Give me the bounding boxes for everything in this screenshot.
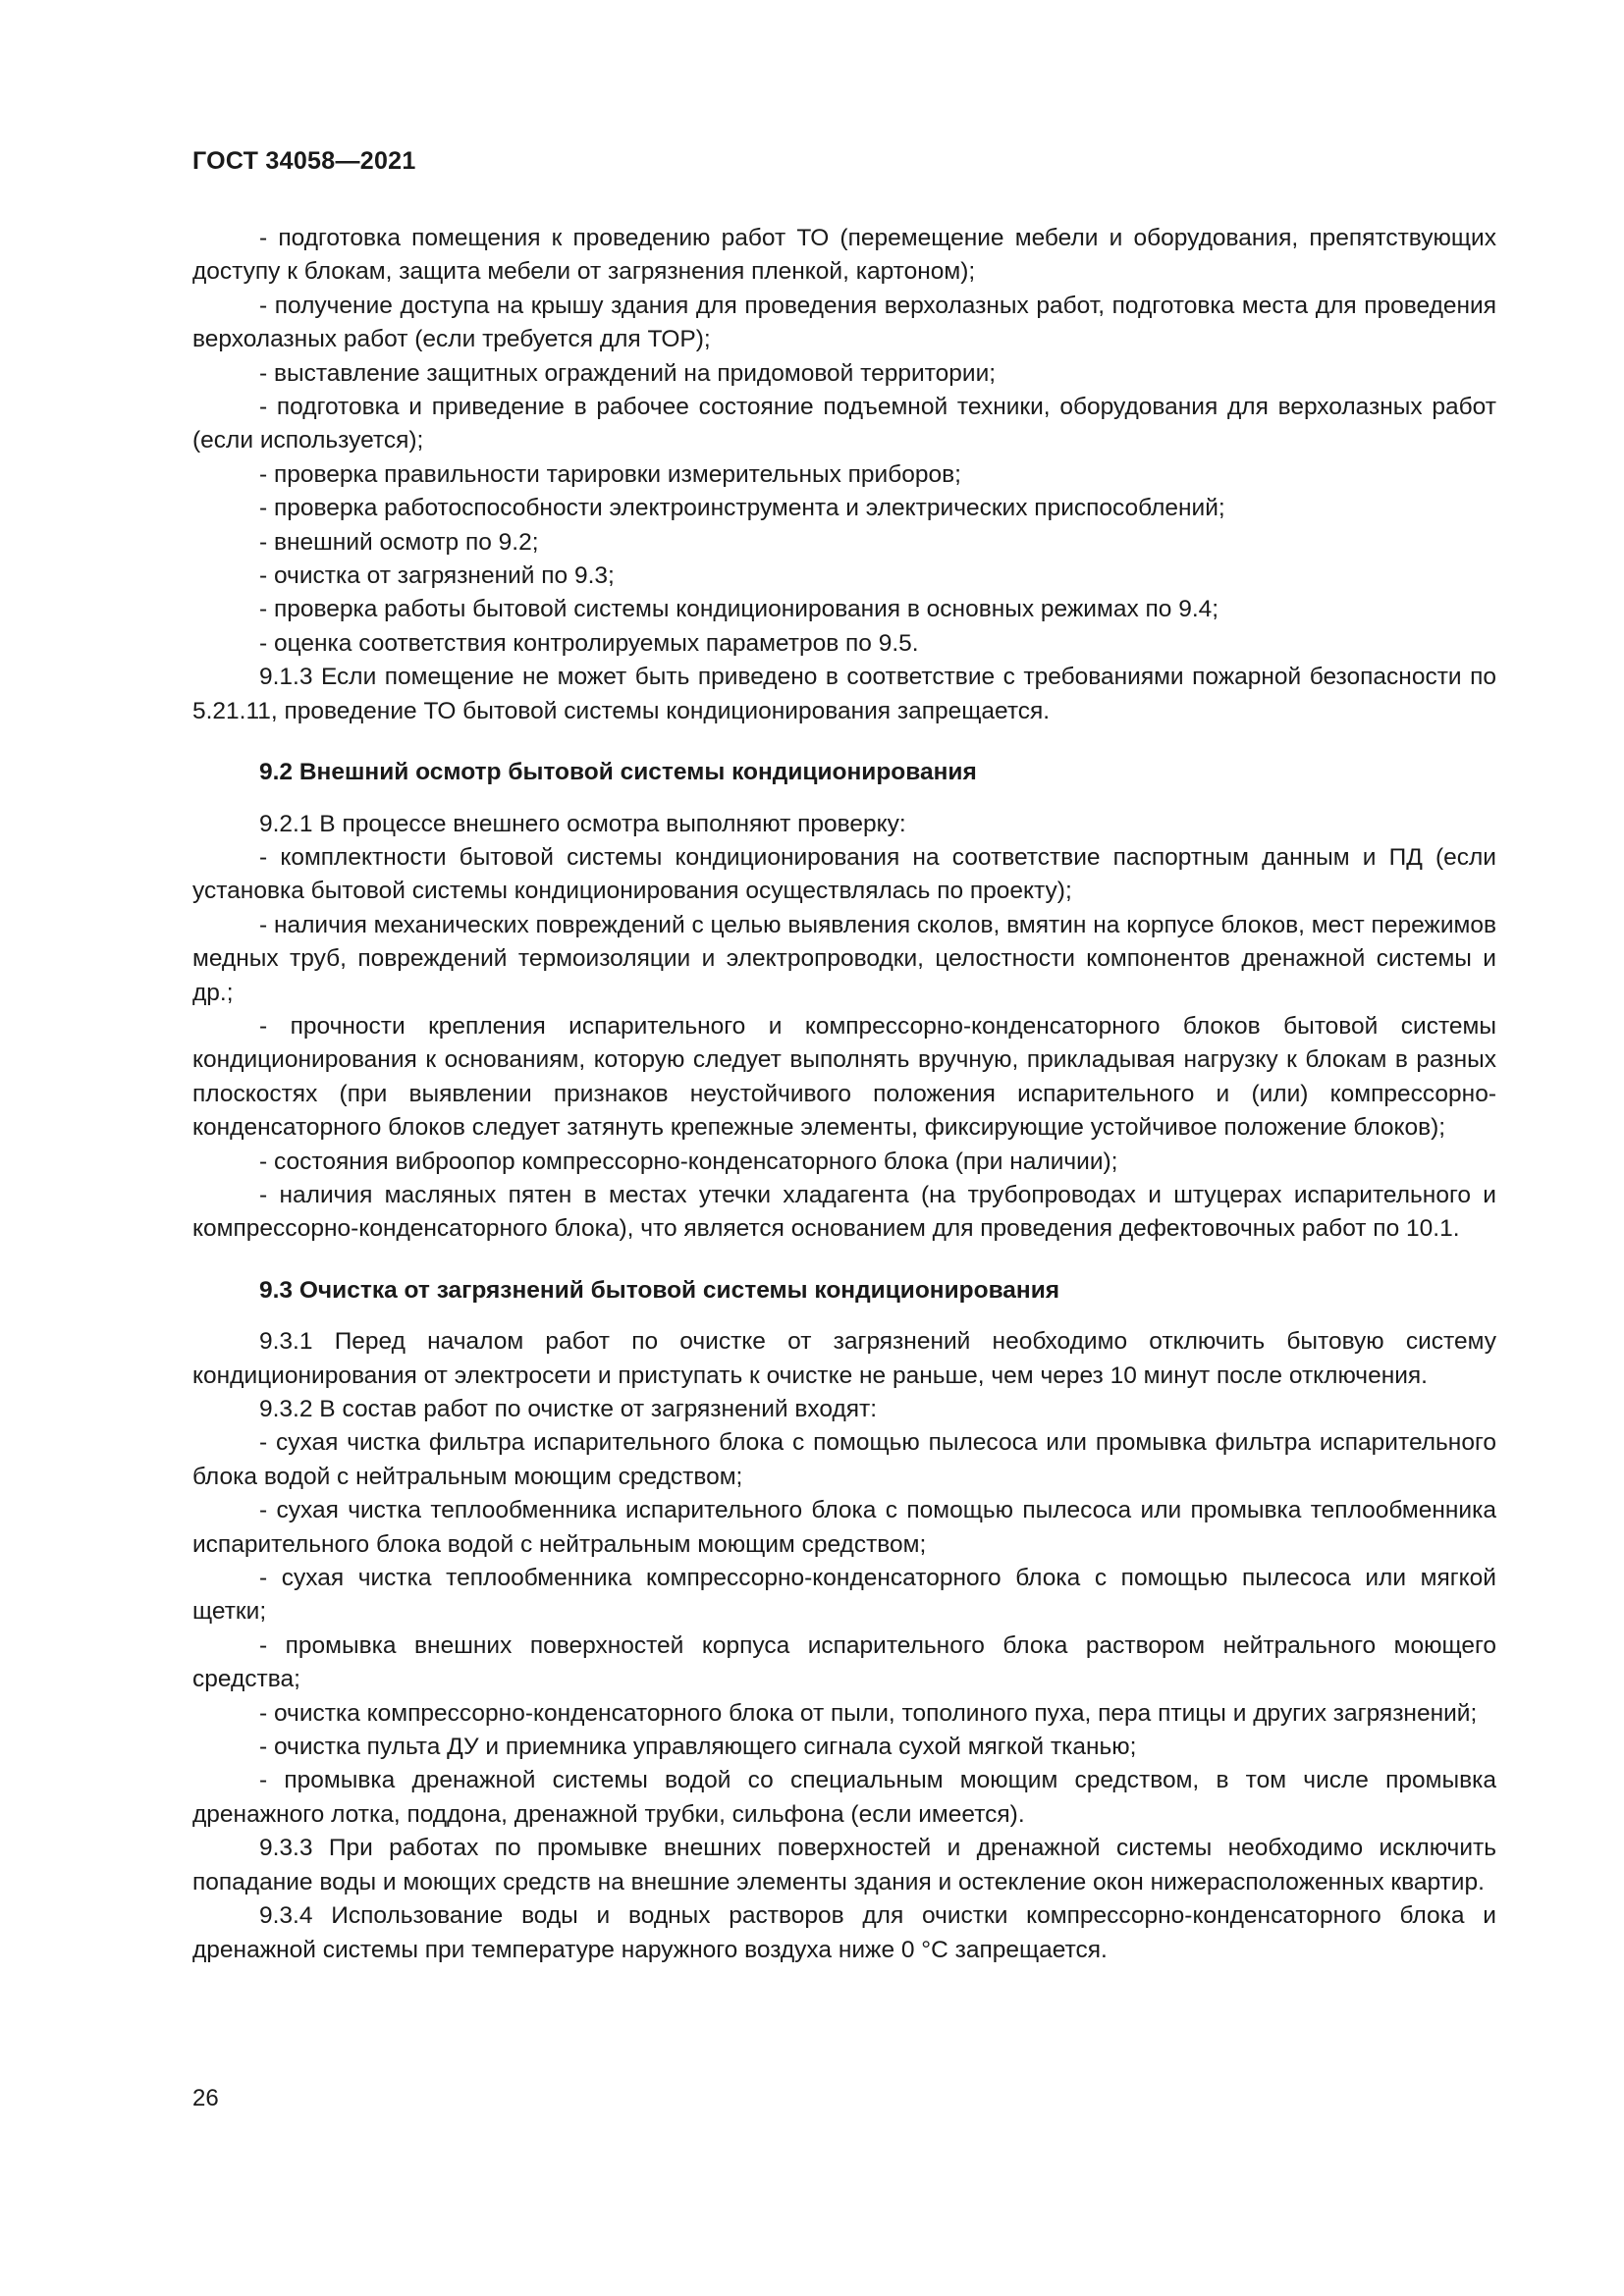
list-item: - сухая чистка фильтра испарительного блока с помощью пылесоса или промывка фильтра испарительного блока водой с нейтральным моющим средством; xyxy=(192,1429,1496,1490)
list-item: - наличия механических повреждений с целью выявления сколов, вмятин на корпусе блоков, мест пережимов медных труб, повреждений термоизоляции и электропроводки, целостности компонентов дренажной системы и др.; xyxy=(192,911,1496,1006)
list-item: - выставление защитных ограждений на придомовой территории; xyxy=(259,359,997,387)
list-item: - очистка от загрязнений по 9.3; xyxy=(259,562,615,590)
list-item: - получение доступа на крышу здания для проведения верхолазных работ, подготовка места для проведения верхолазных работ (если требуется для ТОР); xyxy=(192,292,1496,353)
document-header: ГОСТ 34058—2021 xyxy=(192,147,416,175)
clause-9-1-3: 9.1.3 Если помещение не может быть приведено в соответствие с требованиями пожарной безопасности по 5.21.11, проведение ТО бытовой системы кондиционирования запрещается. xyxy=(192,664,1496,724)
list-item: - промывка дренажной системы водой со специальным моющим средством, в том числе промывка дренажного лотка, поддона, дренажной трубки, сильфона (если имеется). xyxy=(192,1767,1496,1828)
list-item: - внешний осмотр по 9.2; xyxy=(259,528,539,556)
list-item: - очистка компрессорно-конденсаторного блока от пыли, тополиного пуха, пера птицы и других загрязнений; xyxy=(259,1699,1478,1727)
list-item: - сухая чистка теплообменника компрессорно-конденсаторного блока с помощью пылесоса или мягкой щетки; xyxy=(192,1565,1496,1626)
list-item: - состояния виброопор компрессорно-конденсаторного блока (при наличии); xyxy=(259,1148,1118,1175)
clause-9-3-2: 9.3.2 В состав работ по очистке от загрязнений входят: xyxy=(259,1396,878,1422)
list-item: - сухая чистка теплообменника испарительного блока с помощью пылесоса или промывка теплообменника испарительного блока водой с нейтральным моющим средством; xyxy=(192,1497,1496,1558)
list-item: - наличия масляных пятен в местах утечки хладагента (на трубопроводах и штуцерах испарительного и компрессорно-конденсаторного блока), что является основанием для проведения дефектовочных работ по 10.1. xyxy=(192,1181,1496,1243)
clause-9-3-4: 9.3.4 Использование воды и водных растворов для очистки компрессорно-конденсаторного блока и дренажной системы при температуре наружного воздуха ниже 0 °С запрещается. xyxy=(192,1902,1496,1963)
section-heading-9-2: 9.2 Внешний осмотр бытовой системы кондиционирования xyxy=(259,759,977,786)
list-item: - промывка внешних поверхностей корпуса испарительного блока раствором нейтрального моющего средства; xyxy=(192,1631,1496,1693)
section-heading-9-3: 9.3 Очистка от загрязнений бытовой системы кондиционирования xyxy=(259,1276,1060,1304)
list-item: - прочности крепления испарительного и компрессорно-конденсаторного блоков бытовой системы кондиционирования к основаниям, которую следует выполнять вручную, прикладывая нагрузку к блокам в разных плоскостях (при выявлении признаков неустойчивого положения испарительного и (или) компрессорно-конденсаторного блоков следует затянуть крепежные элементы, фиксирующие устойчивое положение блоков); xyxy=(192,1012,1496,1142)
clause-9-3-1: 9.3.1 Перед началом работ по очистке от загрязнений необходимо отключить бытовую систему кондиционирования от электросети и приступать к очистке не раньше, чем через 10 минут после отключения. xyxy=(192,1328,1496,1389)
page-body xyxy=(192,222,1496,1967)
clause-9-3-3: 9.3.3 При работах по промывке внешних поверхностей и дренажной системы необходимо исключить попадание воды и моющих средств на внешние элементы здания и остекление окон нижерасположенных квартир. xyxy=(192,1835,1496,1896)
page-number: 26 xyxy=(192,2085,219,2111)
list-item: - подготовка помещения к проведению работ ТО (перемещение мебели и оборудования, препятствующих доступу к блокам, защита мебели от загрязнения пленкой, картоном); xyxy=(192,225,1496,286)
list-item: - проверка работоспособности электроинструмента и электрических приспособлений; xyxy=(259,495,1225,522)
clause-9-2-1: 9.2.1 В процессе внешнего осмотра выполняют проверку: xyxy=(259,810,906,837)
list-item: - оценка соответствия контролируемых параметров по 9.5. xyxy=(259,629,919,657)
list-item: - очистка пульта ДУ и приемника управляющего сигнала сухой мягкой тканью; xyxy=(259,1734,1137,1761)
list-item: - подготовка и приведение в рабочее состояние подъемной техники, оборудования для верхолазных работ (если используется); xyxy=(192,394,1496,454)
list-item: - проверка работы бытовой системы кондиционирования в основных режимах по 9.4; xyxy=(259,596,1219,623)
list-item: - проверка правильности тарировки измерительных приборов; xyxy=(259,460,961,488)
list-item: - комплектности бытовой системы кондиционирования на соответствие паспортным данным и ПД (если установка бытовой системы кондиционирования осуществлялась по проекту); xyxy=(192,843,1496,905)
